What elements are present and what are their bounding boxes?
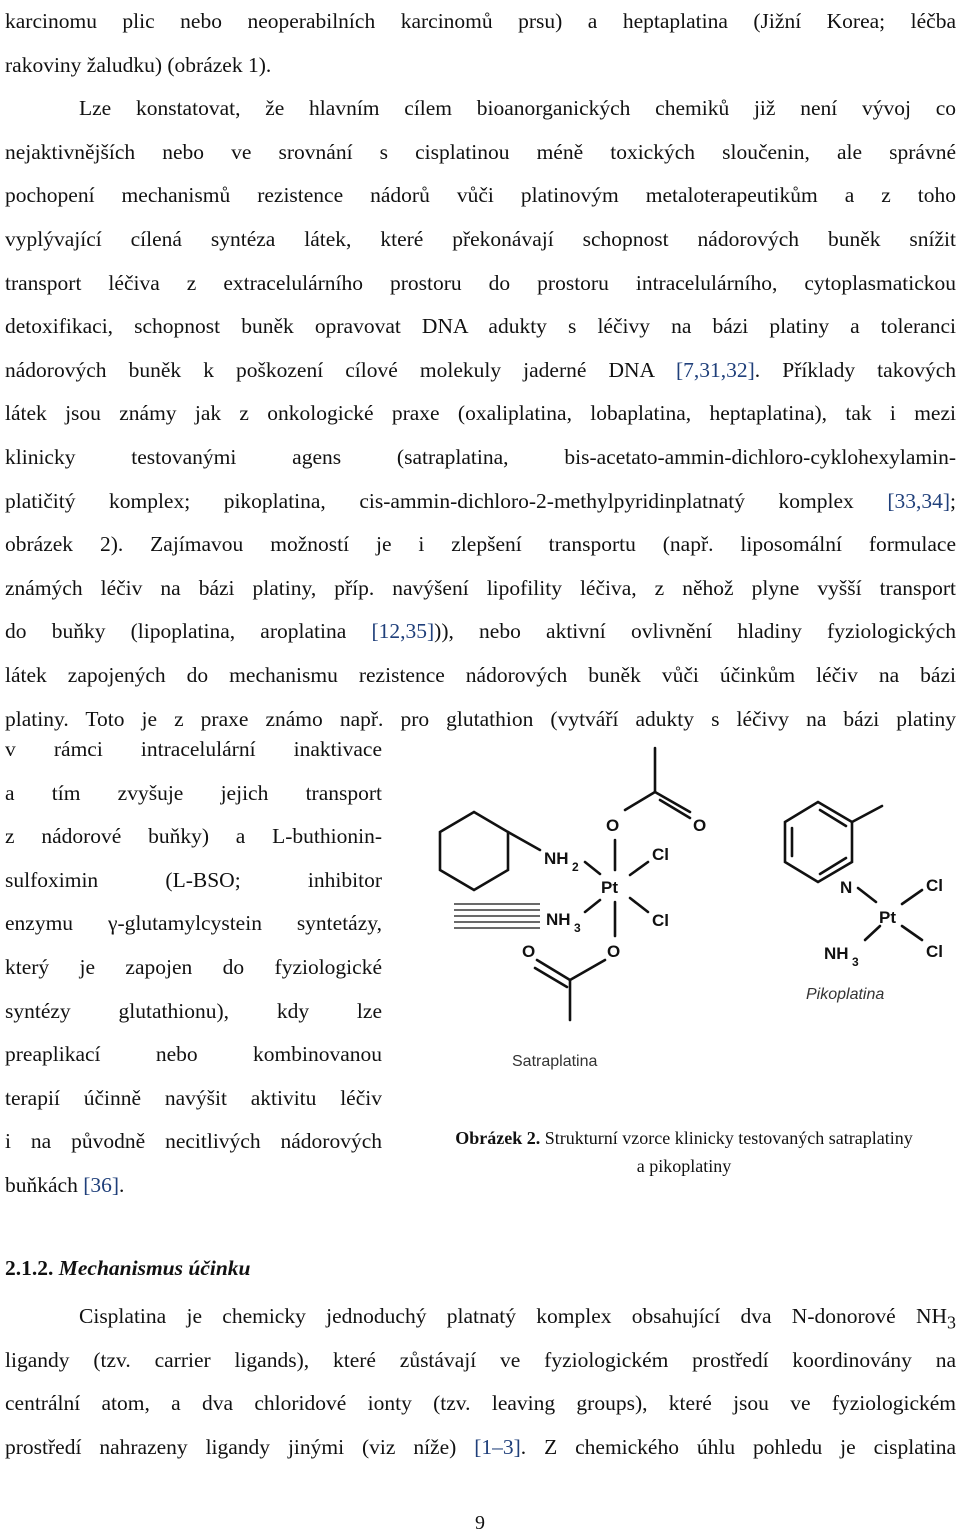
line-text: látek jsou známy jak z onkologické praxe (oxaliplatina, lobaplatina, heptaplatina), tak i mezi bbox=[5, 401, 956, 426]
text-line bbox=[5, 131, 956, 175]
cyclohexane-ring bbox=[440, 812, 508, 890]
text-line bbox=[5, 654, 956, 698]
text-line bbox=[5, 174, 956, 218]
line-text: . Z chemického úhlu pohledu je cisplatina bbox=[520, 1434, 956, 1459]
figure-caption bbox=[410, 1124, 958, 1180]
atom-nh: NH bbox=[824, 944, 849, 963]
atom-cl: Cl bbox=[926, 876, 943, 895]
text-line bbox=[5, 1426, 956, 1470]
caption-label: Obrázek 2. Strukturní vzorce klinicky testovaných satraplatiny bbox=[455, 1128, 913, 1148]
caption-line2: a pikoplatiny bbox=[636, 1156, 732, 1176]
text-line bbox=[5, 0, 956, 44]
atom-pt: Pt bbox=[879, 908, 896, 927]
citation-ref: [12,35] bbox=[371, 619, 435, 644]
atom-sub: 2 bbox=[572, 860, 579, 874]
line-text: centrální atom, a dva chloridové ionty (tzv. leaving groups), které jsou ve fyziologickém bbox=[5, 1391, 956, 1416]
line-text: 3 bbox=[947, 1312, 956, 1333]
text-line bbox=[5, 610, 956, 654]
text-line bbox=[5, 480, 956, 524]
body-paragraph-bottom bbox=[5, 1295, 956, 1469]
line-text: detoxifikaci, schopnost buněk opravovat DNA adukty s léčivy na bázi platiny a toleranci bbox=[5, 314, 956, 339]
satraplatina-label: Satraplatina bbox=[512, 1053, 598, 1070]
line-text: i na původně necitlivých nádorových bbox=[5, 1129, 382, 1154]
text-line bbox=[5, 523, 956, 567]
text-line bbox=[5, 1164, 382, 1208]
text-line bbox=[5, 44, 956, 88]
line-text: ; bbox=[950, 488, 956, 513]
text-line bbox=[5, 902, 382, 946]
atom-sub: 3 bbox=[574, 921, 581, 935]
text-line bbox=[5, 772, 382, 816]
line-text: prostředí nahrazeny ligandy jinými (viz níže) bbox=[5, 1434, 475, 1459]
line-text: z nádorové buňky) a L-buthionin- bbox=[5, 824, 382, 849]
line-text: rakoviny žaludku) (obrázek 1). bbox=[5, 52, 272, 77]
body-paragraph-column bbox=[5, 728, 382, 1208]
line-text: pochopení mechanismů rezistence nádorů vůči platinovým metaloterapeutikům a z toho bbox=[5, 183, 956, 208]
citation-ref: [1–3] bbox=[474, 1434, 521, 1459]
text-line bbox=[5, 1033, 382, 1077]
figure-structures bbox=[410, 740, 955, 1080]
hashed-wedge bbox=[454, 904, 540, 928]
pyridine-ring bbox=[785, 802, 852, 882]
text-line bbox=[5, 1077, 382, 1121]
text-line bbox=[5, 567, 956, 611]
section-heading bbox=[5, 1256, 251, 1281]
line-text: karcinomu plic nebo neoperabilních karcinomů prsu) a heptaplatina (Jižní Korea; léčba bbox=[5, 9, 956, 33]
text-line bbox=[5, 218, 956, 262]
line-text: známých léčiv na bázi platiny, příp. navýšení lipofility léčiva, z něhož plyne vyšší transport bbox=[5, 575, 956, 600]
citation-ref: [33,34] bbox=[887, 488, 951, 513]
line-text: látek zapojených do mechanismu rezistence nádorových buněk vůči účinkům léčiv na bázi bbox=[5, 662, 956, 687]
atom-cl: Cl bbox=[652, 911, 669, 930]
line-text: . Příklady takových bbox=[754, 357, 956, 382]
atom-n: N bbox=[840, 878, 853, 897]
line-text: Cisplatina je chemicky jednoduchý platnatý komplex obsahující dva N-donorové NH bbox=[79, 1304, 948, 1328]
text-line bbox=[5, 349, 956, 393]
line-text: buňkách bbox=[5, 1172, 84, 1197]
citation-ref: [7,31,32] bbox=[675, 357, 755, 382]
atom-o: O bbox=[606, 816, 620, 835]
line-text: nejaktivnějších nebo ve srovnání s cisplatinou méně toxických sloučenin, ale správné bbox=[5, 139, 956, 164]
text-line bbox=[5, 946, 382, 990]
line-text: sulfoximin (L-BSO; inhibitor bbox=[5, 867, 382, 892]
line-text: ligandy (tzv. carrier ligands), které zůstávají ve fyziologickém prostředí koordinovány na bbox=[5, 1347, 956, 1372]
atom-o: O bbox=[607, 942, 621, 961]
text-line bbox=[5, 262, 956, 306]
line-text: syntézy glutathionu), kdy lze bbox=[5, 998, 382, 1023]
atom-cl: Cl bbox=[926, 942, 943, 961]
line-text: který je zapojen do fyziologické bbox=[5, 954, 382, 979]
text-line bbox=[5, 436, 956, 480]
text-line bbox=[5, 1339, 956, 1383]
text-line bbox=[5, 392, 956, 436]
line-text: platiny. Toto je z praxe známo např. pro glutathion (vytváří adukty s léčivy na bázi platiny bbox=[5, 706, 956, 731]
atom-cl: Cl bbox=[652, 845, 669, 864]
atom-nh: NH bbox=[544, 849, 569, 868]
line-text: do buňky (lipoplatina, aroplatina bbox=[5, 619, 372, 644]
line-text: )), nebo aktivní ovlivnění hladiny fyziologických bbox=[434, 619, 956, 644]
body-paragraph-top bbox=[5, 0, 956, 741]
text-line bbox=[5, 87, 956, 131]
line-text: obrázek 2). Zajímavou možností je i zlepšení transportu (např. liposomální formulace bbox=[5, 532, 956, 557]
text-line bbox=[5, 1120, 382, 1164]
line-text: terapií účinně navýšit aktivitu léčiv bbox=[5, 1085, 382, 1110]
line-text: klinicky testovanými agens (satraplatina, bis-acetato-ammin-dichloro-cyklohexylamin- bbox=[5, 444, 956, 469]
text-line bbox=[5, 305, 956, 349]
line-text: v rámci intracelulární inaktivace bbox=[5, 737, 382, 761]
atom-nh: NH bbox=[546, 910, 571, 929]
text-line bbox=[5, 815, 382, 859]
atom-o: O bbox=[522, 942, 536, 961]
line-text: enzymu γ-glutamylcystein syntetázy, bbox=[5, 911, 382, 936]
text-line bbox=[5, 1295, 956, 1339]
text-line bbox=[5, 859, 382, 903]
text-line bbox=[5, 728, 382, 772]
line-text: preaplikací nebo kombinovanou bbox=[5, 1042, 382, 1067]
text-line bbox=[5, 990, 382, 1034]
citation-ref: [36] bbox=[83, 1172, 120, 1197]
section-number: 2.1.2. bbox=[5, 1256, 54, 1280]
page-number: 9 bbox=[475, 1512, 485, 1534]
atom-o: O bbox=[693, 816, 707, 835]
section-title: Mechanismus účinku bbox=[58, 1256, 251, 1280]
pikoplatina-label: Pikoplatina bbox=[806, 986, 885, 1003]
structure-diagram bbox=[410, 740, 955, 1080]
atom-sub: 3 bbox=[852, 955, 859, 969]
line-text: vyplývající cílená syntéza látek, které překonávají schopnost nádorových buněk snížit bbox=[5, 226, 956, 251]
line-text: Lze konstatovat, že hlavním cílem bioanorganických chemiků již není vývoj co bbox=[79, 96, 956, 121]
text-line bbox=[5, 1382, 956, 1426]
line-text: a tím zvyšuje jejich transport bbox=[5, 780, 382, 805]
line-text: nádorových buněk k poškození cílové molekuly jaderné DNA bbox=[5, 357, 676, 382]
line-text: . bbox=[119, 1172, 125, 1197]
line-text: platičitý komplex; pikoplatina, cis-ammin-dichloro-2-methylpyridinplatnatý komplex bbox=[5, 488, 888, 513]
line-text: transport léčiva z extracelulárního prostoru do prostoru intracelulárního, cytoplasmatickou bbox=[5, 270, 956, 295]
atom-pt: Pt bbox=[601, 878, 618, 897]
